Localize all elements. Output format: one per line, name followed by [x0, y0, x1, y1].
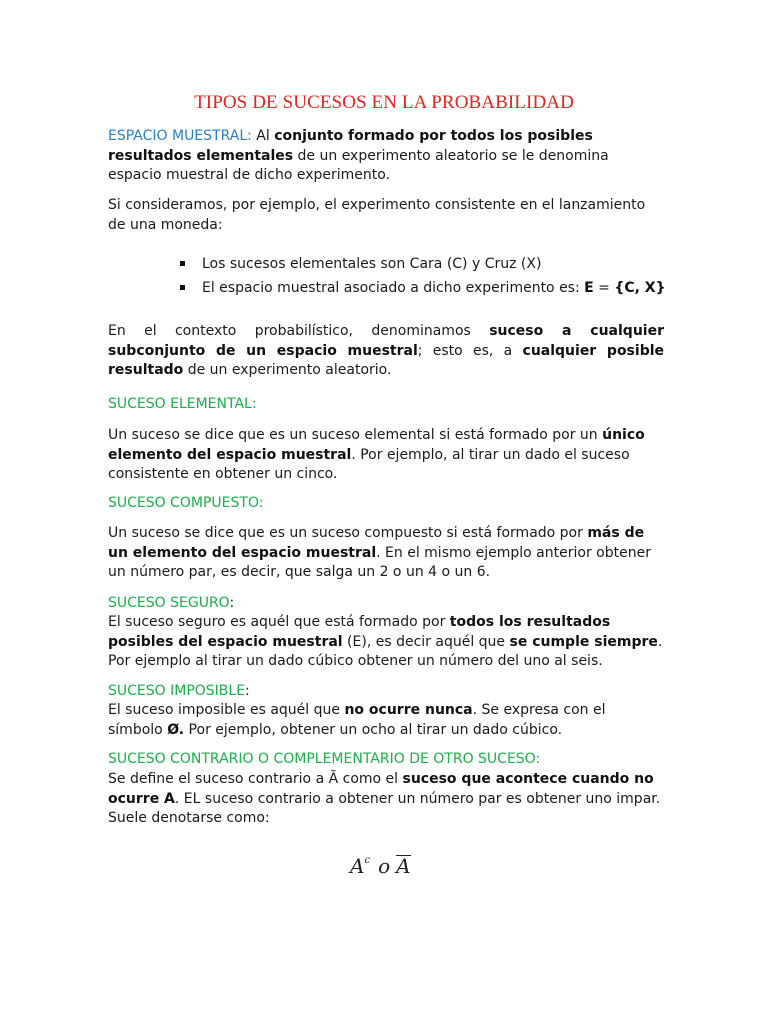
- bullet-icon: [180, 285, 185, 290]
- bold-text: Ø.: [167, 721, 185, 738]
- text: :: [229, 595, 235, 611]
- espacio-muestral-paragraph: [108, 127, 664, 186]
- bold-text: {C, X}: [614, 280, 666, 296]
- text: El suceso seguro es aquél que está formado por: [108, 614, 450, 630]
- bold-text: suceso a cualquier subconjunto de un espacio muestral: [108, 323, 664, 359]
- text: . Se expresa con el símbolo: [108, 702, 606, 738]
- bold-text: cualquier posible resultado: [108, 342, 665, 378]
- suceso-compuesto-heading: SUCESO COMPUESTO:: [108, 495, 264, 511]
- text: . EL suceso contrario a obtener un número par es obtener uno impar. Suele denotarse como:: [108, 790, 661, 826]
- bold-text: todos los resultados posibles del espacio muestral: [108, 614, 611, 650]
- suceso-imposible-heading: SUCESO IMPOSIBLE: [108, 683, 246, 699]
- formula-a-bar: A: [396, 854, 411, 878]
- suceso-compuesto-paragraph: [108, 524, 664, 583]
- bold-text: se cumple siempre: [509, 633, 658, 650]
- suceso-elemental-paragraph: [108, 426, 664, 485]
- text: Un suceso se dice que es un suceso elemental si está formado por un: [108, 427, 603, 443]
- bullet-list: [180, 252, 666, 300]
- bold-text: más de un elemento del espacio muestral: [108, 525, 645, 561]
- text: ; esto es, a: [417, 342, 523, 359]
- formula-superscript: c: [364, 855, 371, 866]
- text: (E), es decir aquél que: [342, 633, 510, 650]
- formula-a: A: [350, 854, 365, 878]
- text: En el contexto probabilístico, denominamos: [108, 323, 490, 339]
- suceso-seguro-heading: SUCESO SEGURO: [108, 595, 230, 611]
- text: Un suceso se dice que es un suceso compuesto si está formado por: [108, 525, 588, 541]
- contexto-paragraph: [108, 322, 664, 381]
- suceso-contrario-paragraph: [108, 770, 664, 829]
- suceso-seguro-paragraph: [108, 613, 664, 672]
- ejemplo-paragraph: Si consideramos, por ejemplo, el experimento consistente en el lanzamiento de una moneda:: [108, 197, 646, 233]
- bold-text: único elemento del espacio muestral: [108, 427, 645, 463]
- list-item: [180, 252, 666, 276]
- text: . Por ejemplo al tirar un dado cúbico obtener un número del uno al seis.: [108, 633, 663, 669]
- complement-formula: [350, 854, 411, 878]
- text: :: [245, 683, 250, 699]
- bold-text: conjunto formado por todos los posibles resultados elementales: [108, 128, 593, 164]
- bold-text: suceso que acontece cuando no ocurre A: [108, 771, 654, 807]
- text: Por ejemplo, obtener un ocho al tirar un dado cúbico.: [184, 721, 563, 738]
- text: El suceso imposible es aquél que: [108, 702, 345, 718]
- text: . Por ejemplo, al tirar un dado el suceso consistente en obtener un cinco.: [108, 446, 630, 482]
- suceso-elemental-heading: SUCESO ELEMENTAL:: [108, 396, 257, 412]
- text: =: [593, 280, 615, 296]
- text: Se define el suceso contrario a Ã como el: [108, 771, 403, 787]
- suceso-contrario-heading: SUCESO CONTRARIO O COMPLEMENTARIO DE OTRO SUCESO:: [108, 751, 541, 767]
- text: Al: [251, 128, 275, 144]
- bold-text: E: [584, 280, 594, 296]
- bullet-icon: [180, 261, 185, 266]
- list-item: [180, 276, 666, 300]
- bold-text: no ocurre nunca: [344, 702, 473, 718]
- espacio-muestral-heading: ESPACIO MUESTRAL:: [108, 128, 252, 144]
- formula-or: o: [378, 854, 391, 878]
- suceso-imposible-heading-line: [108, 682, 664, 702]
- text: de un experimento aleatorio se le denomina espacio muestral de dicho experimento.: [108, 147, 609, 183]
- bullet-text: Los sucesos elementales son Cara (C) y Cruz (X): [202, 256, 542, 272]
- suceso-seguro-heading-line: [108, 594, 664, 614]
- suceso-imposible-paragraph: [108, 701, 664, 740]
- text: . En el mismo ejemplo anterior obtener un número par, es decir, que salga un 2 o un 4 o un 6.: [108, 544, 651, 580]
- bullet-text: El espacio muestral asociado a dicho experimento es:: [202, 280, 585, 296]
- page-title: TIPOS DE SUCESOS EN LA PROBABILIDAD: [194, 92, 574, 113]
- text: de un experimento aleatorio.: [183, 362, 392, 378]
